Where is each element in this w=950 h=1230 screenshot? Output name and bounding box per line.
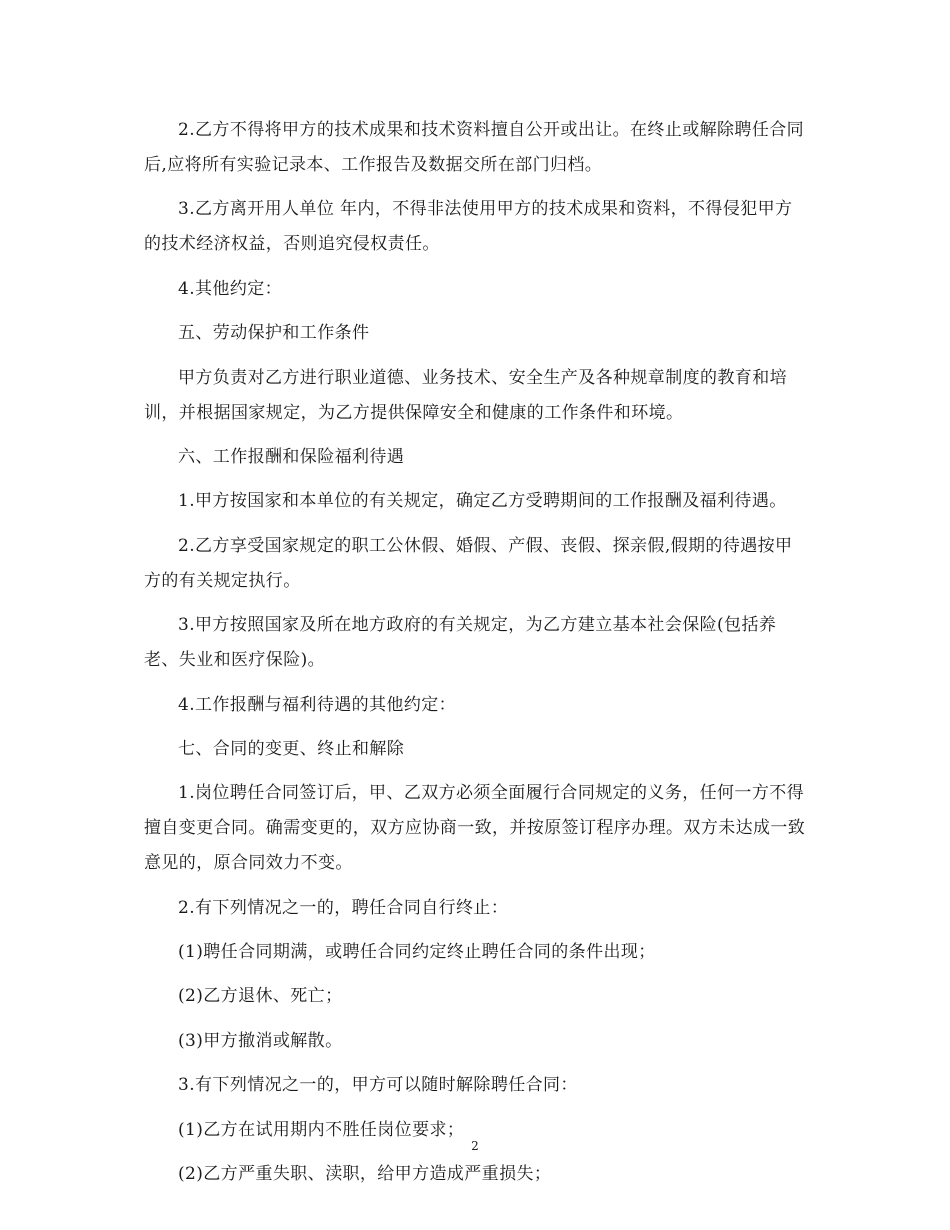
list-item-termination-2: (2)乙方退休、死亡； <box>178 986 343 1007</box>
paragraph-compensation-4: 4.工作报酬与福利待遇的其他约定： <box>178 694 457 715</box>
page-number: 2 <box>471 1139 479 1153</box>
section-heading-compensation: 六、工作报酬和保险福利待遇 <box>178 446 405 467</box>
paragraph-termination-intro: 2.有下列情况之一的，聘任合同自行终止： <box>178 897 509 918</box>
list-item-dismissal-2: (2)乙方严重失职、渎职，给甲方造成严重损失； <box>178 1164 552 1185</box>
paragraph-compensation-1: 1.甲方按国家和本单位的有关规定，确定乙方受聘期间的工作报酬及福利待遇。 <box>178 491 787 512</box>
paragraph-labor-protection: 甲方负责对乙方进行职业道德、业务技术、安全生产及各种规章制度的教育和培训，并根据国家规定，为乙方提供保障安全和健康的工作条件和环境。 <box>144 367 787 423</box>
list-item-termination-1: (1)聘任合同期满，或聘任合同约定终止聘任合同的条件出现； <box>178 942 656 963</box>
document-body <box>144 113 808 1201</box>
section-heading-contract-change: 七、合同的变更、终止和解除 <box>178 738 405 759</box>
list-item-termination-3: (3)甲方撤消或解散。 <box>178 1030 343 1051</box>
paragraph-compensation-3: 3.甲方按照国家及所在地方政府的有关规定，为乙方建立基本社会保险(包括养老、失业和医疗保险)。 <box>144 615 777 671</box>
paragraph-other-agreement: 4.其他约定： <box>178 278 283 299</box>
paragraph-compensation-2: 2.乙方享受国家规定的职工公休假、婚假、产假、丧假、探亲假,假期的待遇按甲方的有关规定执行。 <box>144 535 793 591</box>
list-item-dismissal-1: (1)乙方在试用期内不胜任岗位要求； <box>178 1119 465 1140</box>
paragraph-confidentiality: 2.乙方不得将甲方的技术成果和技术资料擅自公开或出让。在终止或解除聘任合同后,应将所有实验记录本、工作报告及数据交所在部门归档。 <box>144 120 805 175</box>
paragraph-post-departure: 3.乙方离开用人单位 年内，不得非法使用甲方的技术成果和资料，不得侵犯甲方的技术经济权益，否则追究侵权责任。 <box>144 199 793 255</box>
paragraph-contract-change-1: 1.岗位聘任合同签订后，甲、乙双方必须全面履行合同规定的义务，任何一方不得擅自变更合同。确需变更的，双方应协商一致，并按原签订程序办理。双方未达成一致意见的，原合同效力不变。 <box>144 783 806 874</box>
paragraph-dismissal-intro: 3.有下列情况之一的，甲方可以随时解除聘任合同： <box>178 1075 578 1096</box>
section-heading-labor-protection: 五、劳动保护和工作条件 <box>178 323 370 344</box>
